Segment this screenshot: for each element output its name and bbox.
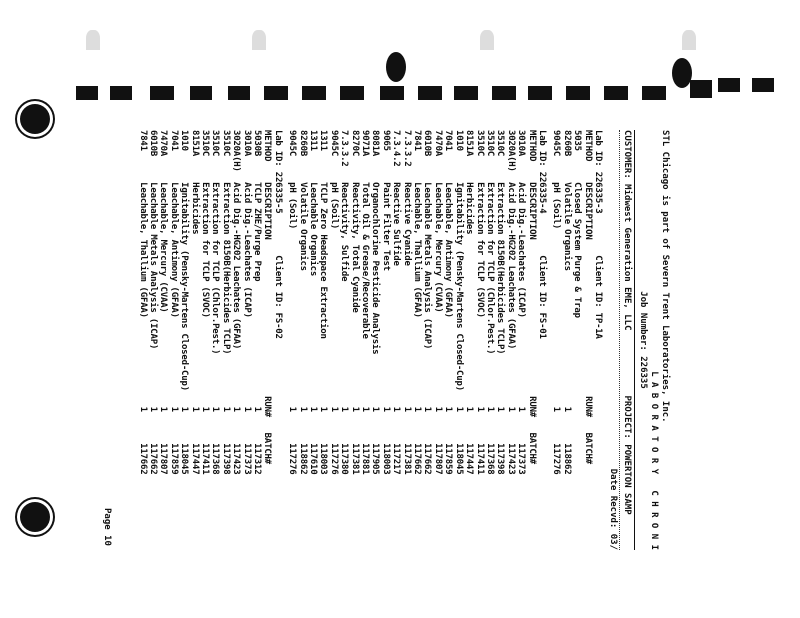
page-number: Page 10 [102,508,112,546]
punch-hole-bottom [20,502,50,532]
method-row: 8260B Volatile Organics 1 118862 [561,130,572,475]
lab-section [137,130,283,550]
method-row: 3510C Extraction 8150B(Herbicides TCLP) 1 117398 [220,130,231,475]
method-row: 3020A(H) Acid Dig.-HG202 Leachates (GFAA) 1 117423 [505,130,516,475]
lab-section [551,130,603,550]
lab-id-line: Lab ID: 226335-3 Client ID: TP-1A [593,130,603,339]
method-row: 3510C Extraction for TCLP (SVOC) 1 117411 [474,130,485,475]
lab-id-line: Lab ID: 226335-4 Client ID: FS-01 [536,130,547,339]
method-row: 3510C Extraction for TCLP (Chlor.Pest.) 1 117368 [210,130,221,475]
method-row: 9065 Paint Filter Test 1 118003 [380,130,391,475]
company-line: STL Chicago is part of Severn Trent Laboratories, Inc. [660,130,670,423]
report-title: L A B O R A T O R Y C H R O N I [649,371,659,550]
method-row: 1010 Ignitability (Pensky-Martens Closed-Cup) 1 118045 [179,130,190,475]
method-row: 5035 Closed System Purge & Trap [572,130,583,318]
method-row: 7841 Leachable, Thallium (GFAA) 1 117662 [412,130,423,475]
lab-section [287,130,547,550]
method-row: 7470A Leachable, Mercury (CVAA) 1 117807 [432,130,443,475]
method-row: 8260B Volatile Organics 1 118862 [297,130,308,475]
scan-mark [480,30,494,50]
scan-mark [86,30,100,50]
method-row: 1010 Ignitability (Pensky-Martens Closed-Cup) 1 118045 [453,130,464,475]
method-row: 3010A Acid Dig.-Leachates (ICAP) 1 117373 [241,130,252,475]
lab-id-line: Lab ID: 226335-5 Client ID: FS-02 [272,130,283,339]
date-received: Date Recvd: 03/ [608,468,618,550]
method-row: 3510C Extraction for TCLP (SVOC) 1 117411 [199,130,210,475]
method-row: 7841 Leachable, Thallium (GFAA) 1 117662 [137,130,148,475]
method-row: 7041 Leachable, Antimony (GFAA) 1 117859 [443,130,454,475]
job-number: Job Number: 226335 [638,291,648,389]
scan-mark [252,30,266,50]
customer-line: CUSTOMER: Midwest Generation EME, LLC PROJECT: POWERTON SAMP [622,130,632,515]
method-row: 8151A Herbicides 1 117447 [464,130,475,475]
method-row: 9045C pH (Soil) 1 117276 [551,130,562,475]
method-row: 1311 TCLP Zero Headspace Extraction 1 118003 [318,130,329,475]
column-header: METHOD DESCRIPTION RUN# BATCH# [582,130,593,464]
method-row: 1311 Leachable Organics 1 117610 [308,130,319,475]
method-row: 7.3.3.2 Reactivity, Sulfide 1 117380 [339,130,350,475]
method-row: 8081A Organochlorine Pesticide Analysis 1 117905 [370,130,381,475]
method-row: 7.3.3.2 Reactive Cyanide 1 117381 [401,130,412,475]
document-page [137,130,670,550]
document-rotated-content [137,130,670,550]
method-row: 3510C Extraction for TCLP (Chlor.Pest.) 1 117368 [484,130,495,475]
method-row: 6010B Leachable Metals Analysis (ICAP) 1 117662 [422,130,433,475]
method-row: 7.3.4.2 Reactive Sulfide 1 117217 [391,130,402,475]
method-row: 8151A Herbicides 1 117447 [189,130,200,475]
method-row: 7041 Leachable, Antimony (GFAA) 1 117859 [168,130,179,475]
method-row: 6010B Leachable Metals Analysis (ICAP) 1 117662 [147,130,158,475]
sections-container [137,130,603,550]
method-row: 7470A Leachable, Mercury (CVAA) 1 117807 [158,130,169,475]
column-header: METHOD DESCRIPTION RUN# BATCH# [526,130,537,464]
column-header: METHOD DESCRIPTION RUN# BATCH# [262,130,273,464]
method-row: 3510C Extraction 8150B(Herbicides TCLP) 1 117398 [495,130,506,475]
method-row: 3010A Acid Dig.-Leachates (ICAP) 1 117373 [516,130,527,475]
scan-mark [682,30,696,50]
method-row: 9045C pH (Soil) 1 117276 [328,130,339,475]
method-row: 9071A Total Oil & Grease/Recoverable 1 117881 [360,130,371,475]
method-row: 3020A(H) Acid Dig.-HG202 Leachates (GFAA) 1 117423 [231,130,242,475]
punch-hole-top [20,104,50,134]
method-row: 5030B TCLP ZHE/Purge Prep 1 117312 [252,130,262,475]
method-row: 9045C pH (Soil) 1 117276 [287,130,298,475]
method-row: 8270C Reactivity, Total Cyanide 1 117381 [349,130,360,475]
